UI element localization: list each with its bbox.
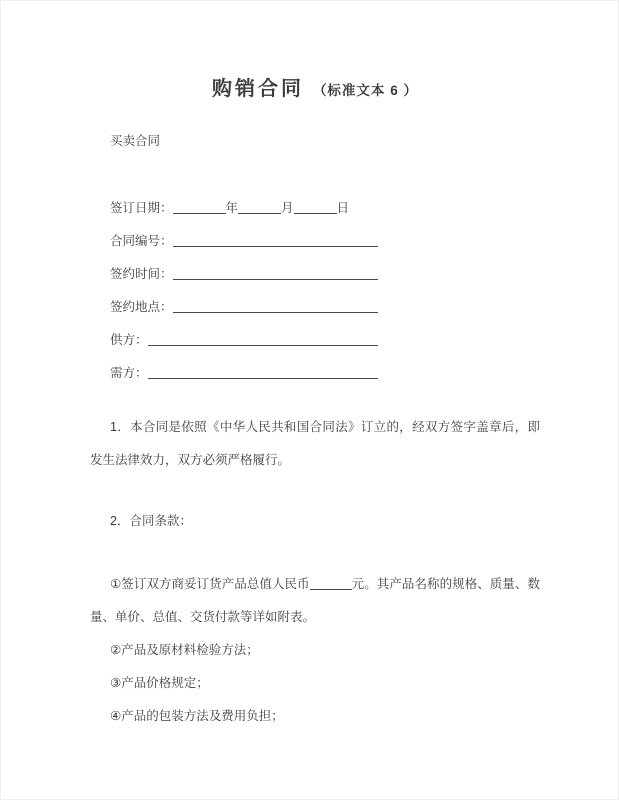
year-suffix: 年	[225, 201, 239, 215]
day-suffix: 日	[336, 201, 350, 215]
signing-time-label: 签约时间：	[110, 267, 173, 281]
document-title-main: 购销合同	[212, 78, 305, 100]
signing-place-line	[90, 291, 540, 324]
signing-time-blank-field	[173, 267, 378, 280]
supplier-line	[90, 324, 540, 357]
contract-number-line	[90, 225, 540, 258]
signing-date-label: 签订日期：	[110, 201, 173, 215]
supplier-label: 供方：	[110, 333, 148, 347]
contract-type-label: 买卖合同	[110, 134, 161, 148]
buyer-blank-field	[148, 366, 378, 379]
signing-date-line	[90, 192, 540, 225]
month-blank-field	[238, 201, 281, 214]
supplier-blank-field	[148, 333, 378, 346]
document-title-sub: （标准文本 6 ）	[312, 83, 418, 98]
month-suffix: 月	[281, 201, 294, 215]
contract-number-label: 合同编号：	[110, 234, 173, 248]
clause-inspection-method: ②产品及原材料检验方法；	[110, 643, 259, 657]
clause-total-text-after: 元。其产品名称的规格、质量、数量、单价、总值、交货付款等详如附表。	[90, 577, 540, 624]
intro-clause-paragraph: 1．本合同是依照《中华人民共和国合同法》订立的，经双方签字盖章后，即发生法律效力，双方必须严格履行。	[90, 420, 540, 467]
signing-time-line	[90, 258, 540, 291]
buyer-line	[90, 357, 540, 390]
amount-blank-field	[310, 577, 352, 590]
document-title	[90, 0, 540, 109]
day-blank-field	[294, 201, 337, 214]
clause-packaging-costs: ④产品的包装方法及费用负担；	[110, 709, 284, 723]
year-blank-field	[173, 201, 226, 214]
buyer-label: 需方：	[110, 366, 148, 380]
signing-place-blank-field	[173, 300, 378, 313]
clause-total-text-before: ①签订双方商妥订货产品总值人民币	[110, 577, 310, 591]
clause-price-rules: ③产品价格规定；	[110, 676, 209, 690]
clause-total-value	[90, 568, 540, 634]
terms-heading: 2．合同条款：	[110, 514, 192, 528]
signing-place-label: 签约地点：	[110, 300, 173, 314]
contract-number-blank-field	[173, 234, 378, 247]
